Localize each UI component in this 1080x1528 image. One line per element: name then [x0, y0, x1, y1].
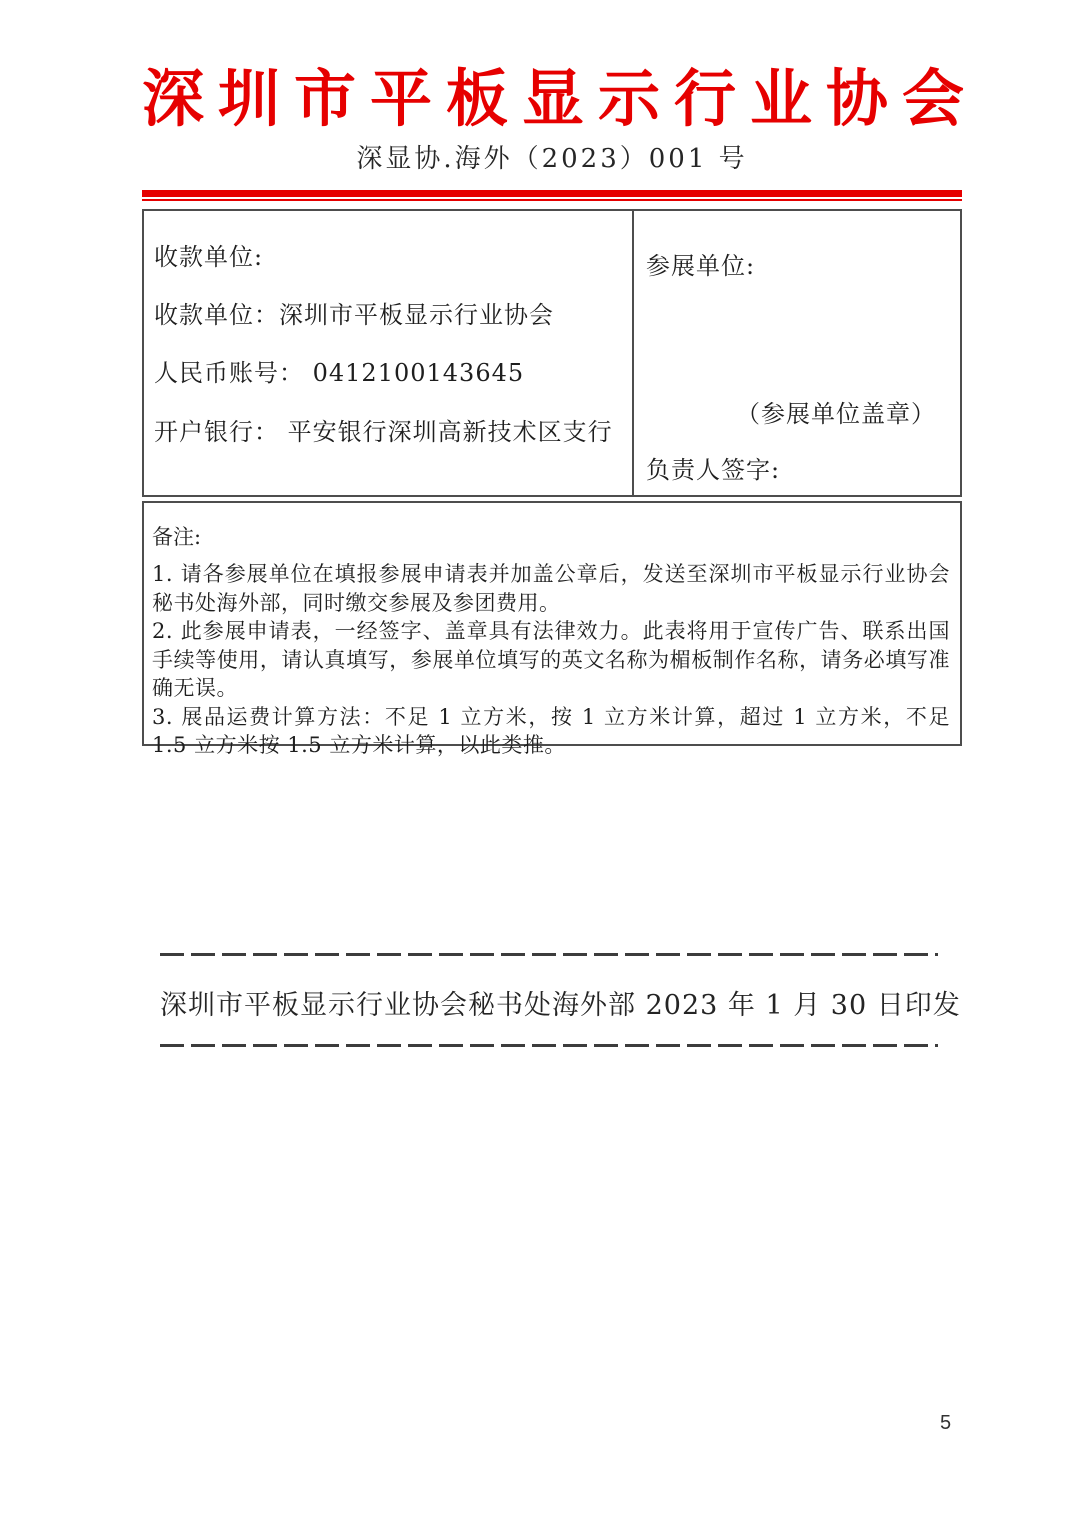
notes-label: 备注: [152, 525, 202, 549]
red-rule-thin-line [142, 199, 962, 201]
exhibitor-label: 参展单位: [646, 252, 756, 280]
rmb-account-line: 人民币账号： 0412100143645 [154, 359, 525, 387]
exhibitor-cell [634, 211, 960, 495]
payment-info-cell [144, 211, 634, 495]
dashed-separator-bottom [160, 1044, 938, 1047]
payee-label: 收款单位: [154, 243, 264, 271]
note-item-2: 2. 此参展申请表，一经签字、盖章具有法律效力。此表将用于宣传广告、联系出国手续等使用，请认真填写，参展单位填写的英文名称为楣板制作名称，请务必填写准确无误。 [152, 619, 950, 700]
association-title: 深圳市平板显示行业协会 [142, 62, 979, 135]
document-number: 深显协.海外（2023）001 号 [356, 144, 748, 174]
notes-box [142, 501, 962, 757]
payee-name-line: 收款单位：深圳市平板显示行业协会 [154, 301, 554, 329]
note-item-3: 3. 展品运费计算方法：不足 1 立方米，按 1 立方米计算，超过 1 立方米，不足 1.5 立方米按 1.5 立方米计算，以此类推。 [152, 704, 950, 757]
red-double-rule [142, 190, 962, 201]
issue-line: 深圳市平板显示行业协会秘书处海外部 2023 年 1 月 30 日印发 [160, 990, 961, 1021]
red-rule-thick-line [142, 190, 962, 197]
stamp-note: （参展单位盖章） [736, 400, 936, 428]
payment-info-table [142, 209, 962, 497]
signature-label: 负责人签字: [646, 456, 781, 484]
document-content [142, 0, 979, 757]
note-item-1: 1. 请各参展单位在填报参展申请表并加盖公章后，发送至深圳市平板显示行业协会秘书处海外部，同时缴交参展及参团费用。 [152, 562, 950, 615]
dashed-separator-top [160, 953, 938, 956]
page-number: 5 [940, 1412, 952, 1434]
bank-line: 开户银行： 平安银行深圳高新技术区支行 [154, 418, 613, 446]
issue-footer [160, 953, 961, 1047]
